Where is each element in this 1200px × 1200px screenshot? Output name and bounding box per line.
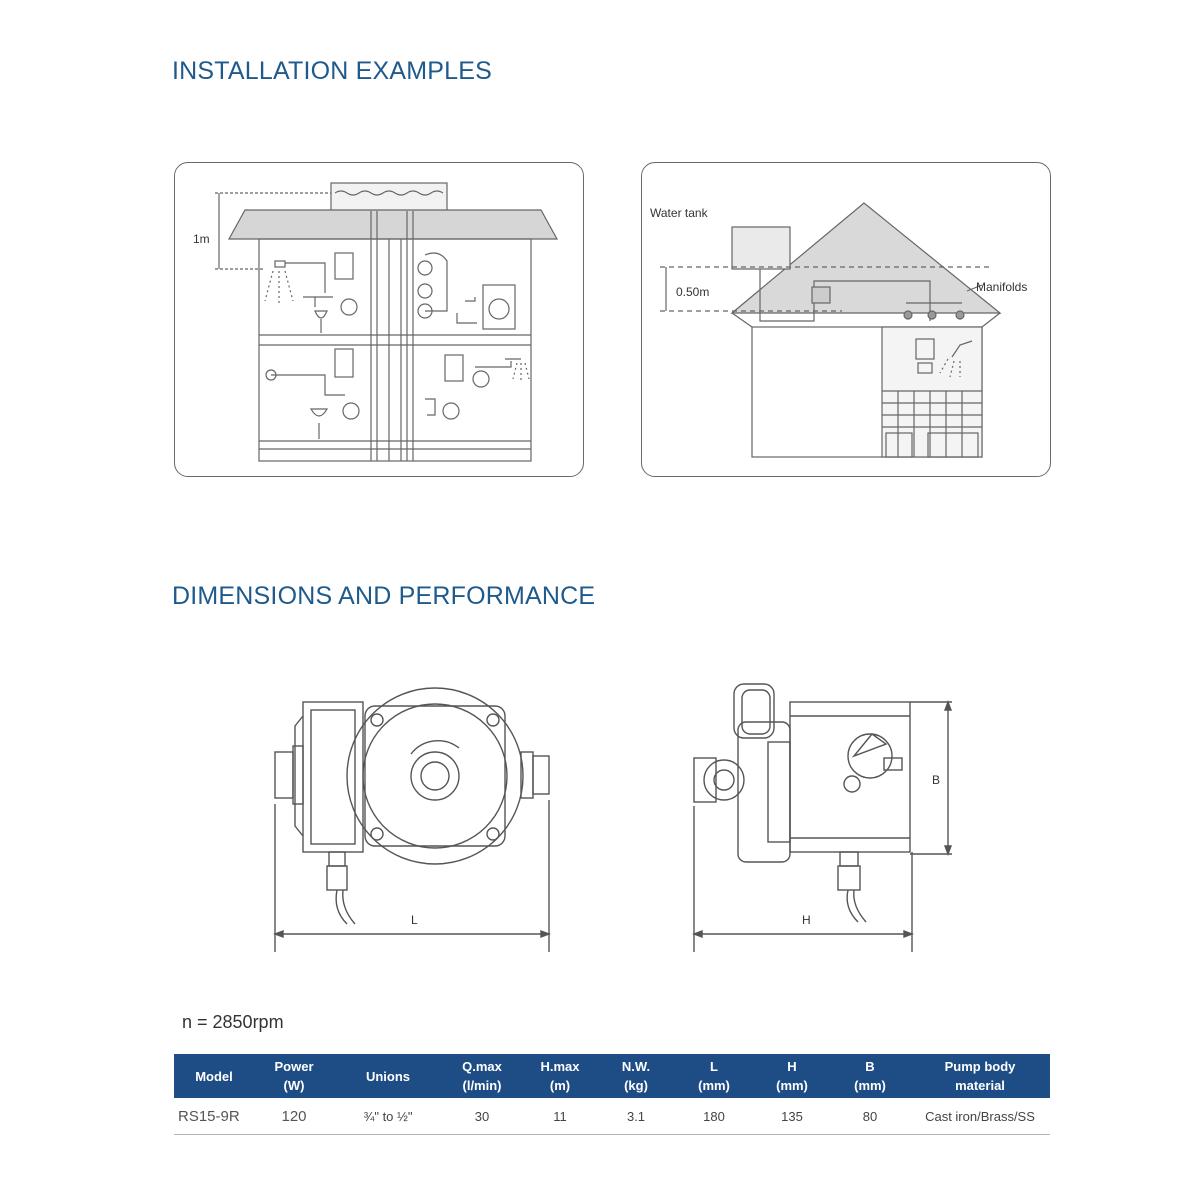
cell-unions: ¾" to ½" [334,1098,442,1135]
cell-model: RS15-9R [174,1098,254,1135]
installation-examples-title: INSTALLATION EXAMPLES [172,57,493,85]
table-header-row [174,1054,1050,1098]
dimension-l-label: L [411,913,418,927]
header-material: Pump body material [910,1054,1050,1098]
dimension-b-label: B [932,773,941,787]
height-1m-label: 1m [193,232,210,246]
installation-example-water-tank-panel [641,162,1051,477]
multi-floor-house-illustration [175,163,583,476]
height-050m-label: 0.50m [676,285,710,299]
house-with-manifolds-illustration [642,163,1050,476]
cell-l: 180 [674,1098,754,1135]
water-tank-label: Water tank [650,206,708,220]
cell-hmax: 11 [522,1098,598,1135]
cell-b: 80 [830,1098,910,1135]
specification-table [174,1054,1050,1135]
header-model: Model [174,1054,254,1098]
header-h: H (mm) [754,1054,830,1098]
table-row [174,1098,1050,1135]
header-nw: N.W. (kg) [598,1054,674,1098]
header-b: B (mm) [830,1054,910,1098]
dimension-h-label: H [802,913,811,927]
header-unions: Unions [334,1054,442,1098]
dimensions-performance-title: DIMENSIONS AND PERFORMANCE [172,582,596,610]
header-l: L (mm) [674,1054,754,1098]
cell-material: Cast iron/Brass/SS [910,1098,1050,1135]
installation-example-multi-floor-panel [174,162,584,477]
header-hmax: H.max (m) [522,1054,598,1098]
cell-power: 120 [254,1098,334,1135]
cell-h: 135 [754,1098,830,1135]
cell-qmax: 30 [442,1098,522,1135]
manifolds-label: Manifolds [976,280,1028,294]
pump-side-view-drawing [684,676,954,956]
header-power: Power (W) [254,1054,334,1098]
pump-front-view-drawing [265,676,565,956]
header-qmax: Q.max (l/min) [442,1054,522,1098]
rpm-note: n = 2850rpm [182,1012,284,1032]
cell-nw: 3.1 [598,1098,674,1135]
